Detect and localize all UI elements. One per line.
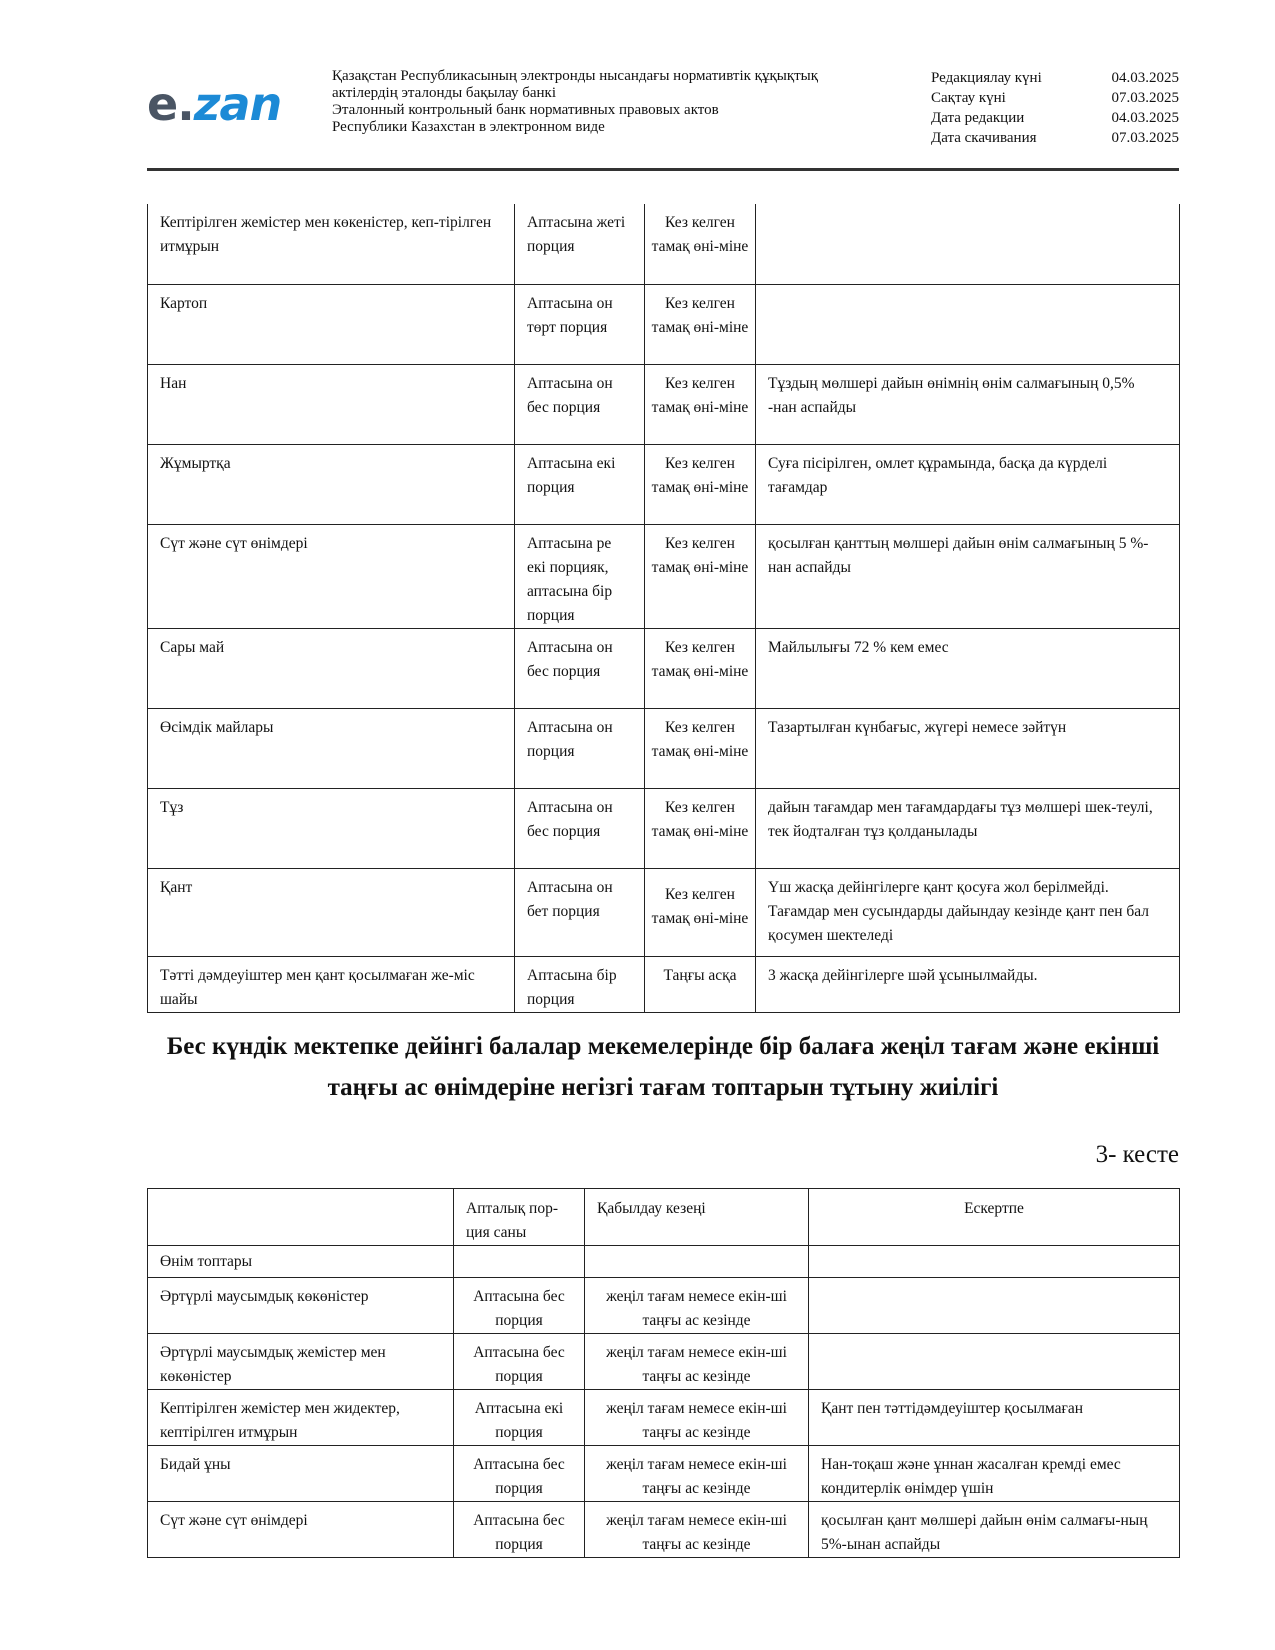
product-cell: Тәтті дәмдеуіштер мен қант қосылмаған же-міс шайы xyxy=(148,956,515,1012)
frequency-cell: Аптасына он бес порция xyxy=(515,364,645,444)
header-description xyxy=(332,68,892,136)
intake-time-cell: жеңіл тағам немесе екін-ші таңғы ас кезінде xyxy=(585,1446,809,1502)
table-row xyxy=(148,1446,1180,1502)
frequency-cell: Аптасына он порция xyxy=(515,708,645,788)
product-cell: Тұз xyxy=(148,788,515,868)
intake-time-cell: Кез келген тамақ өні-міне xyxy=(645,204,756,284)
column-header: Апталық пор-ция саны xyxy=(454,1189,585,1246)
page-header xyxy=(147,64,1179,174)
note-cell: Үш жасқа дейінгілерге қант қосуға жол берілмейді. Тағамдар мен сусындарды дайындау кезінде қант пен бал қосумен шектеледі xyxy=(756,868,1180,956)
intake-time-cell: Кез келген тамақ өні-міне xyxy=(645,444,756,524)
meta-row xyxy=(931,88,1179,108)
snack-frequency-table xyxy=(147,1188,1180,1558)
intake-time-cell: Кез келген тамақ өні-міне xyxy=(645,284,756,364)
table-row xyxy=(148,444,1180,524)
product-cell: Картоп xyxy=(148,284,515,364)
note-cell: Суға пісірілген, омлет құрамында, басқа да күрделі тағамдар xyxy=(756,444,1180,524)
note-cell: дайын тағамдар мен тағамдардағы тұз мөлшері шек-теулі, тек йодталған тұз қолданылады xyxy=(756,788,1180,868)
frequency-cell: Аптасына он бес порция xyxy=(515,628,645,708)
table-row xyxy=(148,204,1180,284)
frequency-cell: Аптасына он бет порция xyxy=(515,868,645,956)
product-cell: Қант xyxy=(148,868,515,956)
meta-label: Дата скачивания xyxy=(931,130,1037,146)
header-divider xyxy=(147,168,1179,171)
table-group-row xyxy=(148,1246,1180,1278)
intake-time-cell: Таңғы асқа xyxy=(645,956,756,1012)
intake-time-cell: жеңіл тағам немесе екін-ші таңғы ас кезінде xyxy=(585,1390,809,1446)
note-cell: қосылған қанттың мөлшері дайын өнім салмағының 5 %-нан аспайды xyxy=(756,524,1180,628)
intake-time-cell: Кез келген тамақ өні-міне xyxy=(645,524,756,628)
header-line: Республики Казахстан в электронном виде xyxy=(332,119,605,135)
frequency-cell: Аптасына бес порция xyxy=(454,1278,585,1334)
intake-time-cell: Кез келген тамақ өні-міне xyxy=(645,868,756,956)
intake-time-cell: Кез келген тамақ өні-міне xyxy=(645,628,756,708)
empty-cell xyxy=(585,1246,809,1278)
note-cell xyxy=(756,284,1180,364)
ezan-logo xyxy=(147,74,297,134)
logo-zan: zan xyxy=(193,77,282,131)
table-row xyxy=(148,524,1180,628)
table-row xyxy=(148,708,1180,788)
table-header-row xyxy=(148,1189,1180,1246)
table-row xyxy=(148,1390,1180,1446)
product-cell: Жұмыртқа xyxy=(148,444,515,524)
group-label-cell: Өнім топтары xyxy=(148,1246,454,1278)
meta-label: Дата редакции xyxy=(931,110,1025,126)
meta-row xyxy=(931,108,1179,128)
product-cell: Сүт және сүт өнімдері xyxy=(148,1502,454,1558)
note-cell: Майлылығы 72 % кем емес xyxy=(756,628,1180,708)
meta-value: 07.03.2025 xyxy=(1111,130,1179,146)
intake-time-cell: жеңіл тағам немесе екін-ші таңғы ас кезінде xyxy=(585,1278,809,1334)
note-cell: Нан-тоқаш және ұннан жасалған кремді емес кондитерлік өнімдер үшін xyxy=(809,1446,1180,1502)
empty-cell xyxy=(809,1246,1180,1278)
frequency-cell: Аптасына бес порция xyxy=(454,1502,585,1558)
column-header xyxy=(148,1189,454,1246)
product-cell: Сүт және сүт өнімдері xyxy=(148,524,515,628)
frequency-cell: Аптасына он төрт порция xyxy=(515,284,645,364)
frequency-cell: Аптасына бір порция xyxy=(515,956,645,1012)
frequency-cell: Аптасына бес порция xyxy=(454,1334,585,1390)
header-line: актілердің эталонды бақылау банкі xyxy=(332,85,556,101)
product-cell: Өсімдік майлары xyxy=(148,708,515,788)
frequency-cell: Аптасына екі порция xyxy=(454,1390,585,1446)
frequency-cell: Аптасына он бес порция xyxy=(515,788,645,868)
product-cell: Сары май xyxy=(148,628,515,708)
intake-time-cell: Кез келген тамақ өні-міне xyxy=(645,708,756,788)
logo-e: e xyxy=(147,77,178,131)
product-cell: Әртүрлі маусымдық көкөністер xyxy=(148,1278,454,1334)
frequency-cell: Аптасына екі порция xyxy=(515,444,645,524)
frequency-cell: Аптасына бес порция xyxy=(454,1446,585,1502)
table-row xyxy=(148,364,1180,444)
frequency-cell: Аптасына ре екі порцияк, аптасына бір порция xyxy=(515,524,645,628)
food-frequency-table-continued xyxy=(147,204,1180,1013)
meta-value: 04.03.2025 xyxy=(1111,70,1179,86)
table-row xyxy=(148,1334,1180,1390)
intake-time-cell: жеңіл тағам немесе екін-ші таңғы ас кезінде xyxy=(585,1334,809,1390)
header-meta xyxy=(931,68,1179,148)
table-row xyxy=(148,1278,1180,1334)
product-cell: Кептірілген жемістер мен көкеністер, кеп-тірілген итмұрын xyxy=(148,204,515,284)
product-cell: Әртүрлі маусымдық жемістер мен көкөністер xyxy=(148,1334,454,1390)
table-row xyxy=(148,284,1180,364)
intake-time-cell: Кез келген тамақ өні-міне xyxy=(645,788,756,868)
meta-value: 07.03.2025 xyxy=(1111,90,1179,106)
note-cell xyxy=(809,1278,1180,1334)
note-cell: Қант пен тәттідәмдеуіштер қосылмаған xyxy=(809,1390,1180,1446)
table-row xyxy=(148,956,1180,1012)
note-cell: Тазартылған күнбағыс, жүгері немесе зәйтүн xyxy=(756,708,1180,788)
product-cell: Кептірілген жемістер мен жидектер, кептірілген итмұрын xyxy=(148,1390,454,1446)
product-cell: Бидай ұны xyxy=(148,1446,454,1502)
header-line: Қазақстан Республикасының электронды нысандағы нормативтік құқықтық xyxy=(332,68,819,84)
logo-dot: . xyxy=(177,77,194,131)
meta-value: 04.03.2025 xyxy=(1111,110,1179,126)
intake-time-cell: жеңіл тағам немесе екін-ші таңғы ас кезінде xyxy=(585,1502,809,1558)
note-cell xyxy=(809,1334,1180,1390)
meta-label: Редакциялау күні xyxy=(931,70,1042,86)
section-title: Бес күндік мектепке дейінгі балалар мекемелерінде бір балаға жеңіл тағам және екінші таңғы ас өнімдеріне негізгі тағам топтарын тұтыну жиілігі xyxy=(166,1033,1160,1101)
note-cell: қосылған қант мөлшері дайын өнім салмағы-ның 5%-ынан аспайды xyxy=(809,1502,1180,1558)
column-header: Ескертпе xyxy=(809,1189,1180,1246)
frequency-cell: Аптасына жеті порция xyxy=(515,204,645,284)
table-row xyxy=(148,868,1180,956)
meta-row xyxy=(931,128,1179,148)
intake-time-cell: Кез келген тамақ өні-міне xyxy=(645,364,756,444)
table-number: 3- кесте xyxy=(1095,1141,1179,1168)
table-row xyxy=(148,1502,1180,1558)
meta-label: Сақтау күні xyxy=(931,90,1006,106)
table-row xyxy=(148,788,1180,868)
note-cell: Тұздың мөлшері дайын өнімнің өнім салмағының 0,5% -нан аспайды xyxy=(756,364,1180,444)
empty-cell xyxy=(454,1246,585,1278)
column-header: Қабылдау кезеңі xyxy=(585,1189,809,1246)
note-cell: 3 жасқа дейінгілерге шәй ұсынылмайды. xyxy=(756,956,1180,1012)
table-row xyxy=(148,628,1180,708)
meta-row xyxy=(931,68,1179,88)
product-cell: Нан xyxy=(148,364,515,444)
header-line: Эталонный контрольный банк нормативных правовых актов xyxy=(332,102,719,118)
note-cell xyxy=(756,204,1180,284)
